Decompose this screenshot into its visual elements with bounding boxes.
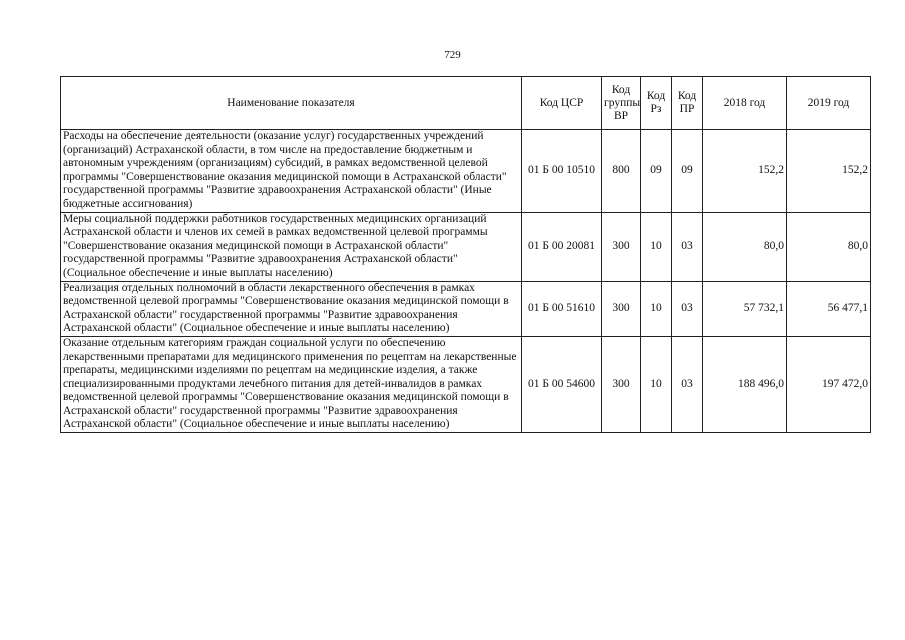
row-pr: 09 bbox=[672, 130, 703, 213]
row-csr: 01 Б 00 54600 bbox=[522, 336, 602, 432]
header-2019: 2019 год bbox=[787, 77, 871, 130]
row-csr: 01 Б 00 20081 bbox=[522, 212, 602, 281]
row-pr: 03 bbox=[672, 336, 703, 432]
row-name: Реализация отдельных полномочий в области лекарственного обеспечения в рамках ведомственной целевой программы "Совершенствование оказания медицинской помощи в Астраханской области" государственной программы "Развитие здравоохранения Астраханской области" (Социальное обеспечение и иные выплаты населению) bbox=[61, 281, 522, 336]
header-vr-line: группы bbox=[604, 96, 641, 109]
row-2018: 80,0 bbox=[703, 212, 787, 281]
row-pr: 03 bbox=[672, 212, 703, 281]
row-rz: 09 bbox=[641, 130, 672, 213]
header-2018: 2018 год bbox=[703, 77, 787, 130]
header-rz bbox=[641, 77, 672, 130]
table-row bbox=[61, 212, 871, 281]
header-pr-line: ПР bbox=[679, 103, 695, 115]
row-pr: 03 bbox=[672, 281, 703, 336]
budget-table bbox=[60, 76, 871, 433]
header-csr: Код ЦСР bbox=[522, 77, 602, 130]
row-name: Оказание отдельным категориям граждан социальной услуги по обеспечению лекарственными препаратами для медицинского применения по рецептам на лекарственные препараты, медицинскими изделиями по рецептам на медицинские изделия, а также специализированными продуктами лечебного питания для детей-инвалидов в рамках ведомственной целевой программы "Совершенствование оказания медицинской помощи в Астраханской области" государственной программы "Развитие здравоохранения Астраханской области" (Социальное обеспечение и иные выплаты населению) bbox=[61, 336, 522, 432]
row-rz: 10 bbox=[641, 336, 672, 432]
header-name: Наименование показателя bbox=[61, 77, 522, 130]
header-pr bbox=[672, 77, 703, 130]
table-row bbox=[61, 336, 871, 432]
row-name: Меры социальной поддержки работников государственных медицинских организаций Астраханской области и членов их семей в рамках ведомственной целевой программы "Совершенствование оказания медицинской помощи в Астраханской области" государственной программы "Развитие здравоохранения Астраханской области" (Социальное обеспечение и иные выплаты населению) bbox=[61, 212, 522, 281]
row-rz: 10 bbox=[641, 281, 672, 336]
header-pr-line: Код bbox=[677, 90, 697, 102]
table-header-row bbox=[61, 77, 871, 130]
row-2019: 197 472,0 bbox=[787, 336, 871, 432]
header-rz-line: Код bbox=[646, 90, 666, 102]
header-rz-line: Рз bbox=[650, 103, 662, 115]
header-vr-line: ВР bbox=[613, 109, 629, 122]
header-vr bbox=[602, 77, 641, 130]
page-number: 729 bbox=[444, 49, 461, 61]
row-2018: 188 496,0 bbox=[703, 336, 787, 432]
row-name: Расходы на обеспечение деятельности (оказание услуг) государственных учреждений (организаций) Астраханской области, в том числе на предоставление бюджетным и автономным учреждениям (организациям) субсидий, в рамках ведомственной целевой программы "Совершенствование оказания медицинской помощи в Астраханской области" государственной программы "Развитие здравоохранения Астраханской области" (Иные бюджетные ассигнования) bbox=[61, 130, 522, 213]
row-2018: 57 732,1 bbox=[703, 281, 787, 336]
row-csr: 01 Б 00 51610 bbox=[522, 281, 602, 336]
row-vr: 300 bbox=[602, 281, 641, 336]
row-vr: 800 bbox=[602, 130, 641, 213]
row-2018: 152,2 bbox=[703, 130, 787, 213]
table-row bbox=[61, 281, 871, 336]
row-vr: 300 bbox=[602, 336, 641, 432]
row-2019: 152,2 bbox=[787, 130, 871, 213]
row-vr: 300 bbox=[602, 212, 641, 281]
row-csr: 01 Б 00 10510 bbox=[522, 130, 602, 213]
row-2019: 56 477,1 bbox=[787, 281, 871, 336]
row-2019: 80,0 bbox=[787, 212, 871, 281]
header-vr-line: Код bbox=[611, 83, 631, 96]
row-rz: 10 bbox=[641, 212, 672, 281]
table-row bbox=[61, 130, 871, 213]
